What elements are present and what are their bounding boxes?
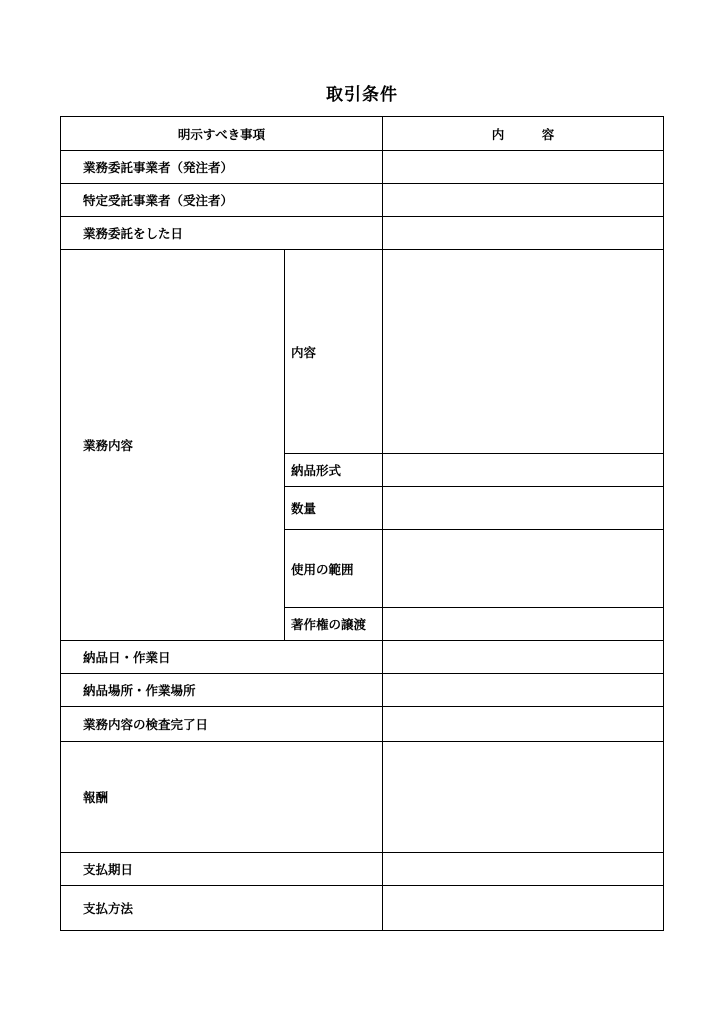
row-label-client: 業務委託事業者（発注者） (61, 151, 383, 184)
value-cell-copyright-transfer[interactable] (383, 608, 664, 641)
terms-table (60, 116, 664, 931)
value-cell-commission-date[interactable] (383, 217, 664, 250)
sub-label-copyright-transfer: 著作権の譲渡 (285, 608, 383, 641)
row-label-delivery-place: 納品場所・作業場所 (61, 674, 383, 707)
table-row (61, 151, 664, 184)
sub-label-delivery-format: 納品形式 (285, 454, 383, 487)
table-row (61, 674, 664, 707)
value-cell-client[interactable] (383, 151, 664, 184)
table-row (61, 184, 664, 217)
value-cell-delivery-place[interactable] (383, 674, 664, 707)
document-title: 取引条件 (326, 85, 398, 105)
value-cell-delivery-date[interactable] (383, 641, 664, 674)
row-label-payment-date: 支払期日 (61, 853, 383, 886)
table-row (61, 742, 664, 853)
table-row (61, 886, 664, 931)
value-cell-delivery-format[interactable] (383, 454, 664, 487)
sub-label-content: 内容 (285, 250, 383, 454)
value-cell-remuneration[interactable] (383, 742, 664, 853)
row-label-delivery-date: 納品日・作業日 (61, 641, 383, 674)
header-content-column: 内 容 (383, 117, 664, 151)
table-row (61, 250, 664, 454)
sub-label-quantity: 数量 (285, 487, 383, 530)
header-row (61, 117, 664, 151)
row-label-payment-method: 支払方法 (61, 886, 383, 931)
row-label-remuneration: 報酬 (61, 742, 383, 853)
value-cell-payment-method[interactable] (383, 886, 664, 931)
value-cell-scope-of-use[interactable] (383, 530, 664, 608)
value-cell-inspection-date[interactable] (383, 707, 664, 742)
header-item-column: 明示すべき事項 (61, 117, 383, 151)
value-cell-contractor[interactable] (383, 184, 664, 217)
table-row (61, 217, 664, 250)
value-cell-content[interactable] (383, 250, 664, 454)
value-cell-quantity[interactable] (383, 487, 664, 530)
sub-label-scope-of-use: 使用の範囲 (285, 530, 383, 608)
row-label-contractor: 特定受託事業者（受注者） (61, 184, 383, 217)
row-label-work-content: 業務内容 (61, 250, 285, 641)
table-row (61, 641, 664, 674)
row-label-inspection-date: 業務内容の検査完了日 (61, 707, 383, 742)
row-label-commission-date: 業務委託をした日 (61, 217, 383, 250)
value-cell-payment-date[interactable] (383, 853, 664, 886)
table-row (61, 853, 664, 886)
table-row (61, 707, 664, 742)
